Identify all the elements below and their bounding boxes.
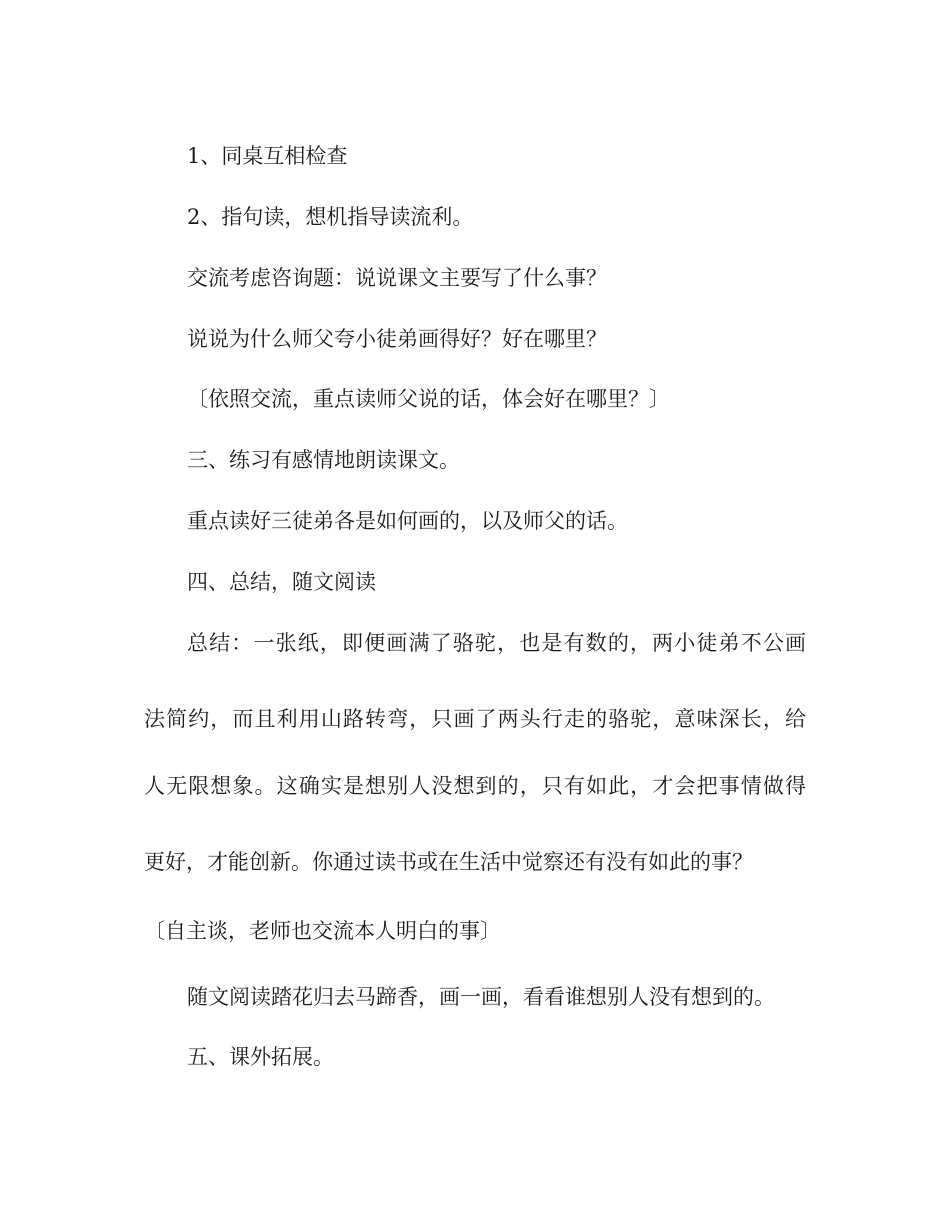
paragraph-line: 1、同桌互相检查 [187, 144, 348, 168]
paragraph-line: 〔依照交流，重点读师父说的话，体会好在哪里？〕 [187, 387, 670, 411]
paragraph-line: 〔自主谈，老师也交流本人明白的事〕 [144, 919, 501, 943]
paragraph-line: 总结：一张纸，即便画满了骆驼，也是有数的，两小徒弟不公画 [187, 631, 806, 655]
paragraph-line: 重点读好三徒弟各是如何画的，以及师父的话。 [187, 509, 628, 533]
section-heading: 三、练习有感情地朗读课文。 [187, 448, 460, 472]
section-heading: 四、总结，随文阅读 [187, 570, 376, 594]
paragraph-line: 更好，才能创新。你通过读书或在生活中觉察还有没有如此的事？ [144, 850, 753, 874]
section-heading: 五、课外拓展。 [187, 1045, 334, 1069]
paragraph-line: 法简约，而且利用山路转弯，只画了两头行走的骆驼，意味深长，给 [144, 707, 806, 731]
paragraph-line: 2、指句读，想机指导读流利。 [187, 205, 474, 229]
paragraph-line: 人无限想象。这确实是想别人没想到的，只有如此，才会把事情做得 [144, 774, 806, 798]
paragraph-line: 随文阅读踏花归去马蹄香，画一画，看看谁想别人没有想到的。 [187, 985, 775, 1009]
paragraph-line: 说说为什么师父夸小徒弟画得好？好在哪里？ [187, 327, 607, 351]
paragraph-line: 交流考虑咨询题：说说课文主要写了什么事？ [187, 266, 607, 290]
